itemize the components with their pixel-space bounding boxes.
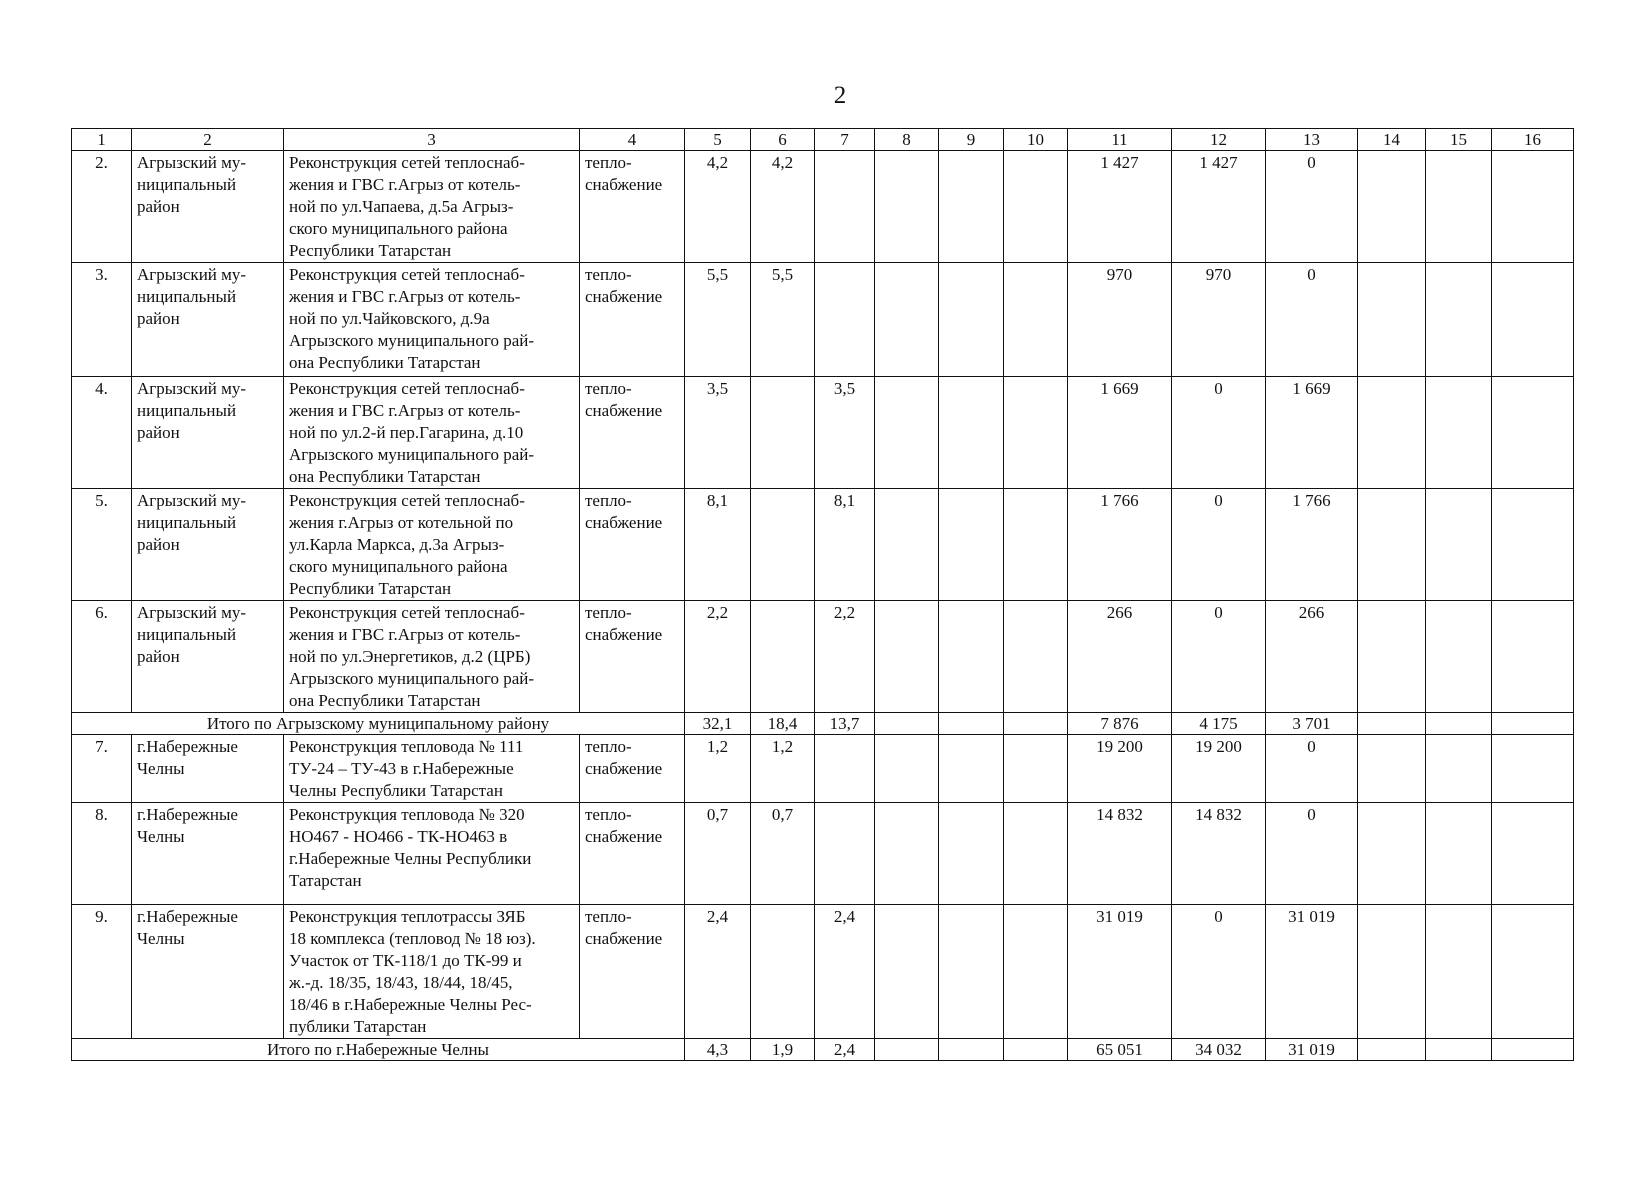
- value-cell-9: [939, 905, 1004, 1039]
- value-cell-14: [1358, 377, 1426, 489]
- project-name-cell: Реконструкция теплотрассы ЗЯБ 18 комплекса (тепловод № 18 юз). Участок от ТК-118/1 до ТК-99 и ж.-д. 18/35, 18/43, 18/44, 18/45, 18/46 в г.Набережные Челны Рес- публики Татарстан: [284, 905, 580, 1039]
- value-cell-16: [1492, 1039, 1574, 1061]
- value-cell-5: 2,4: [685, 905, 751, 1039]
- value-cell-9: [939, 601, 1004, 713]
- value-cell-14: [1358, 1039, 1426, 1061]
- project-name-cell: Реконструкция тепловода № 320 НО467 - НО466 - ТК-НО463 в г.Набережные Челны Республики Татарстан: [284, 803, 580, 905]
- municipality-cell: Агрызский му- ниципальный район: [132, 151, 284, 263]
- municipality-cell: г.Набережные Челны: [132, 803, 284, 905]
- value-cell-9: [939, 377, 1004, 489]
- value-cell-9: [939, 151, 1004, 263]
- value-cell-9: [939, 263, 1004, 377]
- value-cell-15: [1426, 601, 1492, 713]
- value-cell-12: 0: [1172, 377, 1266, 489]
- subtotal-row: [72, 713, 1574, 735]
- table-row: [72, 489, 1574, 601]
- value-cell-6: 1,2: [751, 735, 815, 803]
- value-cell-6: [751, 489, 815, 601]
- value-cell-10: [1004, 377, 1068, 489]
- subtotal-row: [72, 1039, 1574, 1061]
- project-name-cell: Реконструкция сетей теплоснаб- жения и ГВС г.Агрыз от котель- ной по ул.Энергетиков, д.2 (ЦРБ) Агрызского муниципального рай- она Республики Татарстан: [284, 601, 580, 713]
- column-header: 10: [1004, 129, 1068, 151]
- row-number: 8.: [72, 803, 132, 905]
- subtotal-label: Итого по г.Набережные Челны: [72, 1039, 685, 1061]
- value-cell-12: 0: [1172, 489, 1266, 601]
- municipality-cell: Агрызский му- ниципальный район: [132, 601, 284, 713]
- value-cell-13: 1 669: [1266, 377, 1358, 489]
- column-header: 7: [815, 129, 875, 151]
- value-cell-13: 0: [1266, 263, 1358, 377]
- table-row: [72, 601, 1574, 713]
- table-row: [72, 377, 1574, 489]
- value-cell-12: 0: [1172, 601, 1266, 713]
- value-cell-11: 1 669: [1068, 377, 1172, 489]
- value-cell-8: [875, 905, 939, 1039]
- category-cell: тепло- снабжение: [580, 151, 685, 263]
- column-header: 15: [1426, 129, 1492, 151]
- value-cell-13: 266: [1266, 601, 1358, 713]
- column-header: 12: [1172, 129, 1266, 151]
- column-header: 4: [580, 129, 685, 151]
- value-cell-6: 4,2: [751, 151, 815, 263]
- category-cell: тепло- снабжение: [580, 905, 685, 1039]
- row-number: 4.: [72, 377, 132, 489]
- value-cell-6: 1,9: [751, 1039, 815, 1061]
- column-header: 11: [1068, 129, 1172, 151]
- value-cell-12: 19 200: [1172, 735, 1266, 803]
- value-cell-5: 3,5: [685, 377, 751, 489]
- value-cell-7: [815, 151, 875, 263]
- value-cell-14: [1358, 489, 1426, 601]
- category-cell: тепло- снабжение: [580, 735, 685, 803]
- municipality-cell: Агрызский му- ниципальный район: [132, 489, 284, 601]
- program-table: [71, 128, 1574, 1061]
- column-number-row: [72, 129, 1574, 151]
- value-cell-13: 3 701: [1266, 713, 1358, 735]
- table-row: [72, 151, 1574, 263]
- value-cell-13: 0: [1266, 803, 1358, 905]
- value-cell-6: 5,5: [751, 263, 815, 377]
- value-cell-10: [1004, 735, 1068, 803]
- value-cell-16: [1492, 601, 1574, 713]
- table-row: [72, 905, 1574, 1039]
- value-cell-10: [1004, 803, 1068, 905]
- value-cell-12: 0: [1172, 905, 1266, 1039]
- row-number: 6.: [72, 601, 132, 713]
- value-cell-12: 14 832: [1172, 803, 1266, 905]
- value-cell-12: 4 175: [1172, 713, 1266, 735]
- value-cell-13: 0: [1266, 151, 1358, 263]
- column-header: 16: [1492, 129, 1574, 151]
- value-cell-16: [1492, 803, 1574, 905]
- value-cell-7: [815, 263, 875, 377]
- category-cell: тепло- снабжение: [580, 377, 685, 489]
- column-header: 14: [1358, 129, 1426, 151]
- value-cell-5: 0,7: [685, 803, 751, 905]
- municipality-cell: г.Набережные Челны: [132, 905, 284, 1039]
- value-cell-10: [1004, 601, 1068, 713]
- value-cell-16: [1492, 489, 1574, 601]
- value-cell-12: 1 427: [1172, 151, 1266, 263]
- value-cell-8: [875, 601, 939, 713]
- value-cell-13: 1 766: [1266, 489, 1358, 601]
- value-cell-15: [1426, 803, 1492, 905]
- value-cell-15: [1426, 713, 1492, 735]
- row-number: 5.: [72, 489, 132, 601]
- value-cell-11: 31 019: [1068, 905, 1172, 1039]
- value-cell-14: [1358, 263, 1426, 377]
- value-cell-7: 2,4: [815, 1039, 875, 1061]
- value-cell-15: [1426, 735, 1492, 803]
- table-row: [72, 803, 1574, 905]
- category-cell: тепло- снабжение: [580, 803, 685, 905]
- value-cell-7: [815, 803, 875, 905]
- value-cell-11: 19 200: [1068, 735, 1172, 803]
- value-cell-5: 5,5: [685, 263, 751, 377]
- column-header: 5: [685, 129, 751, 151]
- table-row: [72, 735, 1574, 803]
- value-cell-6: 18,4: [751, 713, 815, 735]
- row-number: 3.: [72, 263, 132, 377]
- column-header: 6: [751, 129, 815, 151]
- value-cell-15: [1426, 905, 1492, 1039]
- category-cell: тепло- снабжение: [580, 263, 685, 377]
- value-cell-12: 970: [1172, 263, 1266, 377]
- value-cell-5: 1,2: [685, 735, 751, 803]
- value-cell-16: [1492, 377, 1574, 489]
- project-name-cell: Реконструкция сетей теплоснаб- жения и ГВС г.Агрыз от котель- ной по ул.2-й пер.Гагарина, д.10 Агрызского муниципального рай- она Республики Татарстан: [284, 377, 580, 489]
- value-cell-10: [1004, 905, 1068, 1039]
- value-cell-7: 2,4: [815, 905, 875, 1039]
- value-cell-7: [815, 735, 875, 803]
- value-cell-11: 1 766: [1068, 489, 1172, 601]
- value-cell-8: [875, 713, 939, 735]
- value-cell-13: 0: [1266, 735, 1358, 803]
- value-cell-13: 31 019: [1266, 905, 1358, 1039]
- project-name-cell: Реконструкция сетей теплоснаб- жения г.Агрыз от котельной по ул.Карла Маркса, д.3а Агрыз- ского муниципального района Республики Татарстан: [284, 489, 580, 601]
- table-row: [72, 263, 1574, 377]
- value-cell-10: [1004, 489, 1068, 601]
- value-cell-16: [1492, 151, 1574, 263]
- value-cell-14: [1358, 905, 1426, 1039]
- value-cell-9: [939, 713, 1004, 735]
- value-cell-15: [1426, 151, 1492, 263]
- value-cell-10: [1004, 263, 1068, 377]
- municipality-cell: г.Набережные Челны: [132, 735, 284, 803]
- value-cell-14: [1358, 803, 1426, 905]
- value-cell-8: [875, 377, 939, 489]
- row-number: 7.: [72, 735, 132, 803]
- column-header: 9: [939, 129, 1004, 151]
- value-cell-14: [1358, 735, 1426, 803]
- row-number: 2.: [72, 151, 132, 263]
- value-cell-11: 970: [1068, 263, 1172, 377]
- value-cell-9: [939, 489, 1004, 601]
- table-body: [72, 151, 1574, 1061]
- page-number: 2: [833, 82, 847, 109]
- value-cell-5: 2,2: [685, 601, 751, 713]
- value-cell-5: 4,3: [685, 1039, 751, 1061]
- value-cell-14: [1358, 601, 1426, 713]
- column-header: 8: [875, 129, 939, 151]
- value-cell-11: 65 051: [1068, 1039, 1172, 1061]
- value-cell-10: [1004, 1039, 1068, 1061]
- value-cell-8: [875, 263, 939, 377]
- value-cell-10: [1004, 713, 1068, 735]
- category-cell: тепло- снабжение: [580, 601, 685, 713]
- value-cell-7: 2,2: [815, 601, 875, 713]
- value-cell-8: [875, 151, 939, 263]
- value-cell-11: 266: [1068, 601, 1172, 713]
- category-cell: тепло- снабжение: [580, 489, 685, 601]
- value-cell-5: 4,2: [685, 151, 751, 263]
- value-cell-16: [1492, 735, 1574, 803]
- value-cell-8: [875, 489, 939, 601]
- value-cell-13: 31 019: [1266, 1039, 1358, 1061]
- value-cell-5: 8,1: [685, 489, 751, 601]
- value-cell-9: [939, 803, 1004, 905]
- project-name-cell: Реконструкция сетей теплоснаб- жения и ГВС г.Агрыз от котель- ной по ул.Чайковского, д.9а Агрызского муниципального рай- она Республики Татарстан: [284, 263, 580, 377]
- value-cell-9: [939, 735, 1004, 803]
- value-cell-6: [751, 377, 815, 489]
- value-cell-15: [1426, 489, 1492, 601]
- value-cell-6: [751, 905, 815, 1039]
- value-cell-14: [1358, 151, 1426, 263]
- municipality-cell: Агрызский му- ниципальный район: [132, 263, 284, 377]
- value-cell-11: 14 832: [1068, 803, 1172, 905]
- value-cell-11: 7 876: [1068, 713, 1172, 735]
- row-number: 9.: [72, 905, 132, 1039]
- value-cell-11: 1 427: [1068, 151, 1172, 263]
- value-cell-5: 32,1: [685, 713, 751, 735]
- value-cell-6: 0,7: [751, 803, 815, 905]
- value-cell-7: 8,1: [815, 489, 875, 601]
- column-header: 2: [132, 129, 284, 151]
- column-header: 13: [1266, 129, 1358, 151]
- value-cell-12: 34 032: [1172, 1039, 1266, 1061]
- column-header: 3: [284, 129, 580, 151]
- value-cell-6: [751, 601, 815, 713]
- value-cell-10: [1004, 151, 1068, 263]
- value-cell-16: [1492, 713, 1574, 735]
- value-cell-7: 3,5: [815, 377, 875, 489]
- column-header: 1: [72, 129, 132, 151]
- value-cell-8: [875, 803, 939, 905]
- value-cell-7: 13,7: [815, 713, 875, 735]
- value-cell-15: [1426, 1039, 1492, 1061]
- value-cell-8: [875, 1039, 939, 1061]
- value-cell-15: [1426, 377, 1492, 489]
- value-cell-14: [1358, 713, 1426, 735]
- subtotal-label: Итого по Агрызскому муниципальному району: [72, 713, 685, 735]
- value-cell-9: [939, 1039, 1004, 1061]
- value-cell-16: [1492, 905, 1574, 1039]
- value-cell-15: [1426, 263, 1492, 377]
- project-name-cell: Реконструкция тепловода № 111 ТУ-24 – ТУ-43 в г.Набережные Челны Республики Татарстан: [284, 735, 580, 803]
- value-cell-16: [1492, 263, 1574, 377]
- project-name-cell: Реконструкция сетей теплоснаб- жения и ГВС г.Агрыз от котель- ной по ул.Чапаева, д.5а Агрыз- ского муниципального района Республики Татарстан: [284, 151, 580, 263]
- municipality-cell: Агрызский му- ниципальный район: [132, 377, 284, 489]
- value-cell-8: [875, 735, 939, 803]
